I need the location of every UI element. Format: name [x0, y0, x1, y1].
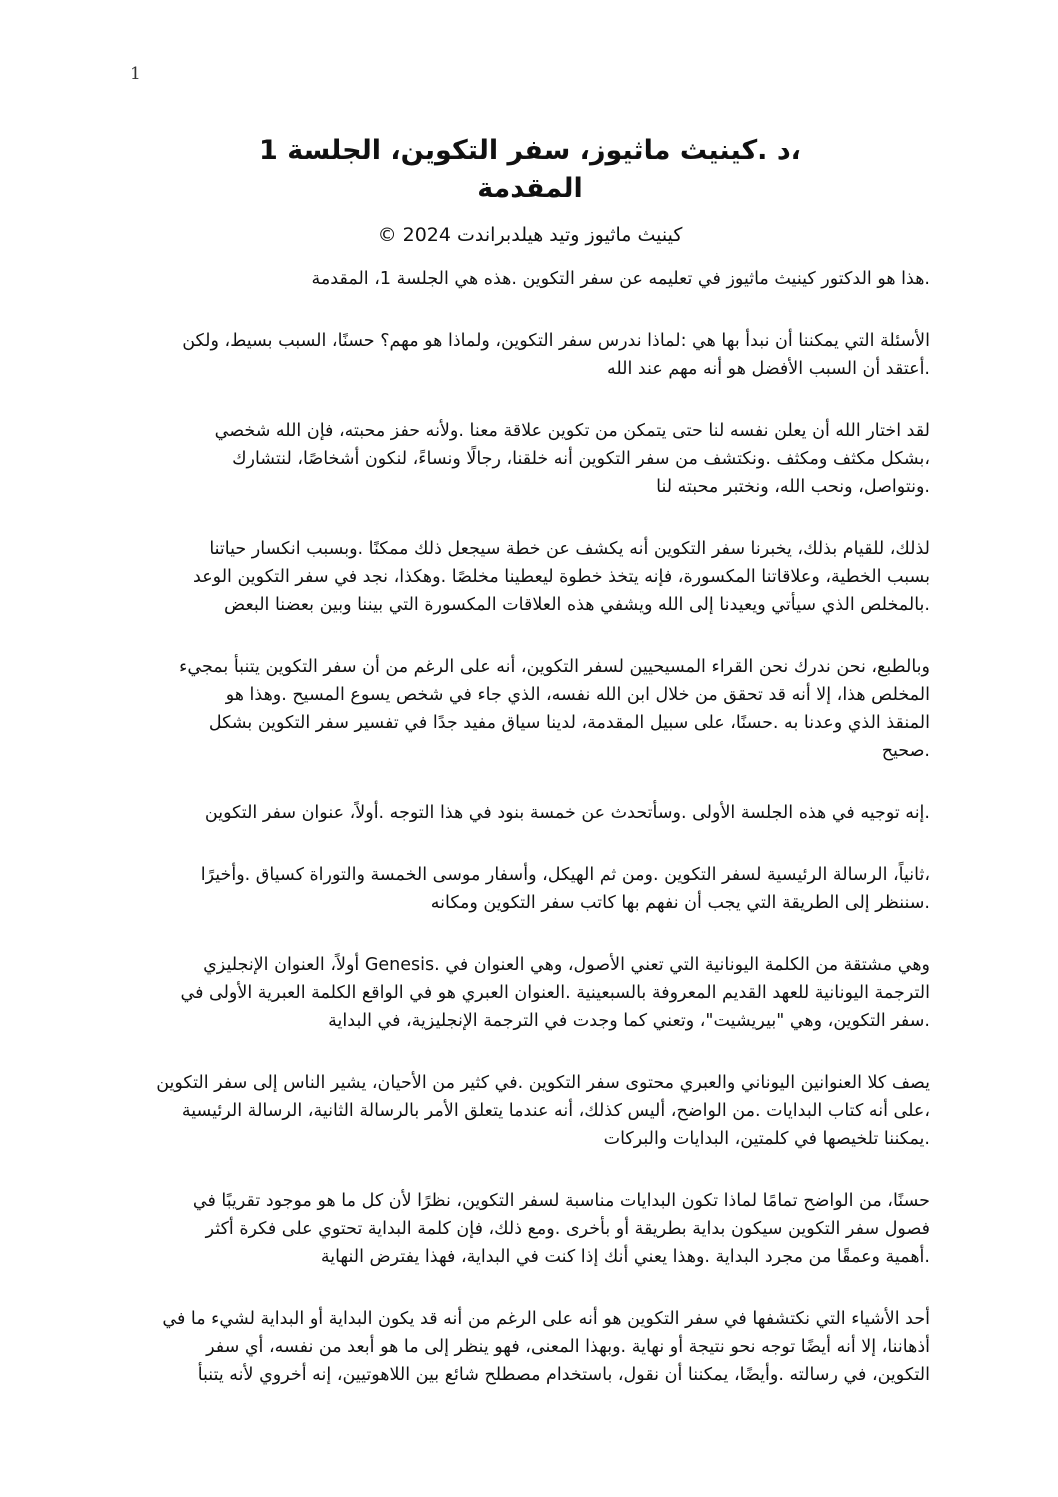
paragraph-line: .أهمية وعمقًا من مجرد البداية .وهذا يعني أنك إذا كنت في البداية، فهذا يفترض النهاية: [320, 1247, 930, 1267]
paragraph-line: .يمكننا تلخيصها في كلمتين، البدايات والبركات: [603, 1129, 930, 1149]
paragraph: [135, 861, 930, 917]
paragraph-line: المنقذ الذي وعدنا به .حسنًا، على سبيل المقدمة، لدينا سياق مفيد جدًا في تفسير سفر التكوين بشكل: [208, 713, 930, 733]
paragraph-line: بسبب الخطية، وعلاقاتنا المكسورة، فإنه يتخذ خطوة ليعطينا مخلصًا .وهكذا، نجد في سفر التكوين الوعد: [193, 567, 930, 587]
paragraph: [135, 535, 930, 619]
paragraph-line: الترجمة اليونانية للعهد القديم المعروفة بالسبعينية .العنوان العبري هو في الواقع الكلمة العبرية الأولى في: [180, 983, 930, 1003]
paragraph-line: وبالطبع، نحن ندرك نحن القراء المسيحيين لسفر التكوين، أنه على الرغم من أن سفر التكوين يتنبأ بمجيء: [179, 657, 930, 677]
paragraph: [135, 1187, 930, 1271]
paragraph-line: .صحيح: [881, 741, 930, 761]
paragraph-line: .أعتقد أن السبب الأفضل هو أنه مهم عند الله: [606, 359, 930, 379]
paragraph-line: وهي مشتقة من الكلمة اليونانية التي تعني الأصول، وهي العنوان في .Genesis أولاً، العنوان الإنجليزي: [203, 955, 930, 975]
paragraph-line: .إنه توجيه في هذه الجلسة الأولى .وسأتحدث عن خمسة بنود في هذا التوجه .أولاً، عنوان سفر التكوين: [204, 803, 930, 823]
paragraph: [135, 327, 930, 383]
paragraph-line: .هذا هو الدكتور كينيث ماثيوز في تعليمه عن سفر التكوين .هذه هي الجلسة 1، المقدمة: [311, 269, 930, 289]
paragraph-line: لذلك، للقيام بذلك، يخبرنا سفر التكوين أنه يكشف عن خطة سيجعل ذلك ممكنًا .وبسبب انكسار حياتنا: [209, 539, 930, 559]
paragraph: [135, 799, 930, 827]
paragraph: [135, 1305, 930, 1389]
title-block: [130, 132, 930, 250]
document-title: ،د .كينيث ماثيوز، سفر التكوين، الجلسة 1: [259, 135, 801, 166]
paragraph-line: .سننظر إلى الطريقة التي يجب أن نفهم بها كاتب سفر التكوين ومكانه: [430, 893, 930, 913]
paragraph-line: لقد اختار الله أن يعلن نفسه لنا حتى يتمكن من تكوين علاقة معنا .ولأنه حفز محبته، فإن الله شخصي: [214, 421, 930, 441]
paragraph: [135, 1069, 930, 1153]
paragraph-line: .بالمخلص الذي سيأتي ويعيدنا إلى الله ويشفي هذه العلاقات المكسورة التي بيننا وبين بعضنا البعض: [224, 595, 930, 615]
paragraph: [135, 653, 930, 765]
paragraph: [135, 417, 930, 501]
paragraph-line: يصف كلا العنوانين اليوناني والعبري محتوى سفر التكوين .في كثير من الأحيان، يشير الناس إلى سفر التكوين: [156, 1073, 930, 1093]
paragraph-line: ،بشكل مكثف ومكثف .ونكتشف من سفر التكوين أنه خلقنا، رجالًا ونساءً، لنكون أشخاصًا، لنتشارك: [232, 449, 930, 469]
paragraph: [135, 265, 930, 293]
paragraph-line: ،على أنه كتاب البدايات .من الواضح، أليس كذلك، أنه عندما يتعلق الأمر بالرسالة الثانية، الرسالة الرئيسية: [181, 1101, 930, 1121]
paragraph-line: أحد الأشياء التي نكتشفها في سفر التكوين هو أنه على الرغم من أنه قد يكون البداية أو البداية لشيء ما في: [162, 1309, 930, 1329]
paragraph-line: ،ثانياً، الرسالة الرئيسية لسفر التكوين .ومن ثم الهيكل، وأسفار موسى الخمسة والتوراة كسياق .وأخيرًا: [200, 865, 930, 885]
paragraph-line: المخلص هذا، إلا أنه قد تحقق من خلال ابن الله نفسه، الذي جاء في شخص يسوع المسيح .وهذا هو: [225, 685, 930, 705]
paragraph-line: الأسئلة التي يمكننا أن نبدأ بها هي :لماذا ندرس سفر التكوين، ولماذا هو مهم؟ حسنًا، السبب بسيط، ولكن: [182, 331, 930, 351]
paragraph-line: التكوين، في رسالته .وأيضًا، يمكننا أن نقول، باستخدام مصطلح شائع بين اللاهوتيين، إنه أخروي لأنه يتنبأ: [197, 1365, 930, 1385]
paragraph-line: .ونتواصل، ونحب الله، ونختبر محبته لنا: [656, 477, 930, 497]
copyright-line: كينيث ماثيوز وتيد هيلدبراندت 2024 ©: [377, 224, 683, 246]
paragraph-line: حسنًا، من الواضح تمامًا لماذا تكون البدايات مناسبة لسفر التكوين، نظرًا لأن كل ما هو موجود تقريبًا في: [192, 1191, 930, 1211]
document-subtitle: المقدمة: [477, 173, 583, 204]
paragraph-line: فصول سفر التكوين سيكون بداية بطريقة أو بأخرى .ومع ذلك، فإن كلمة البداية تحتوي على فكرة أكثر: [205, 1219, 930, 1239]
body-text: [135, 265, 930, 1423]
page-number: 1: [130, 64, 141, 84]
paragraph: [135, 951, 930, 1035]
paragraph-line: .سفر التكوين، وهي "بيريشيت"، وتعني كما وجدت في الترجمة الإنجليزية، في البداية: [328, 1011, 930, 1031]
paragraph-line: أذهاننا، إلا أنه أيضًا توجه نحو نتيجة أو نهاية .وبهذا المعنى، فهو ينظر إلى ما هو أبعد من نفسه، أي سفر: [206, 1337, 930, 1357]
